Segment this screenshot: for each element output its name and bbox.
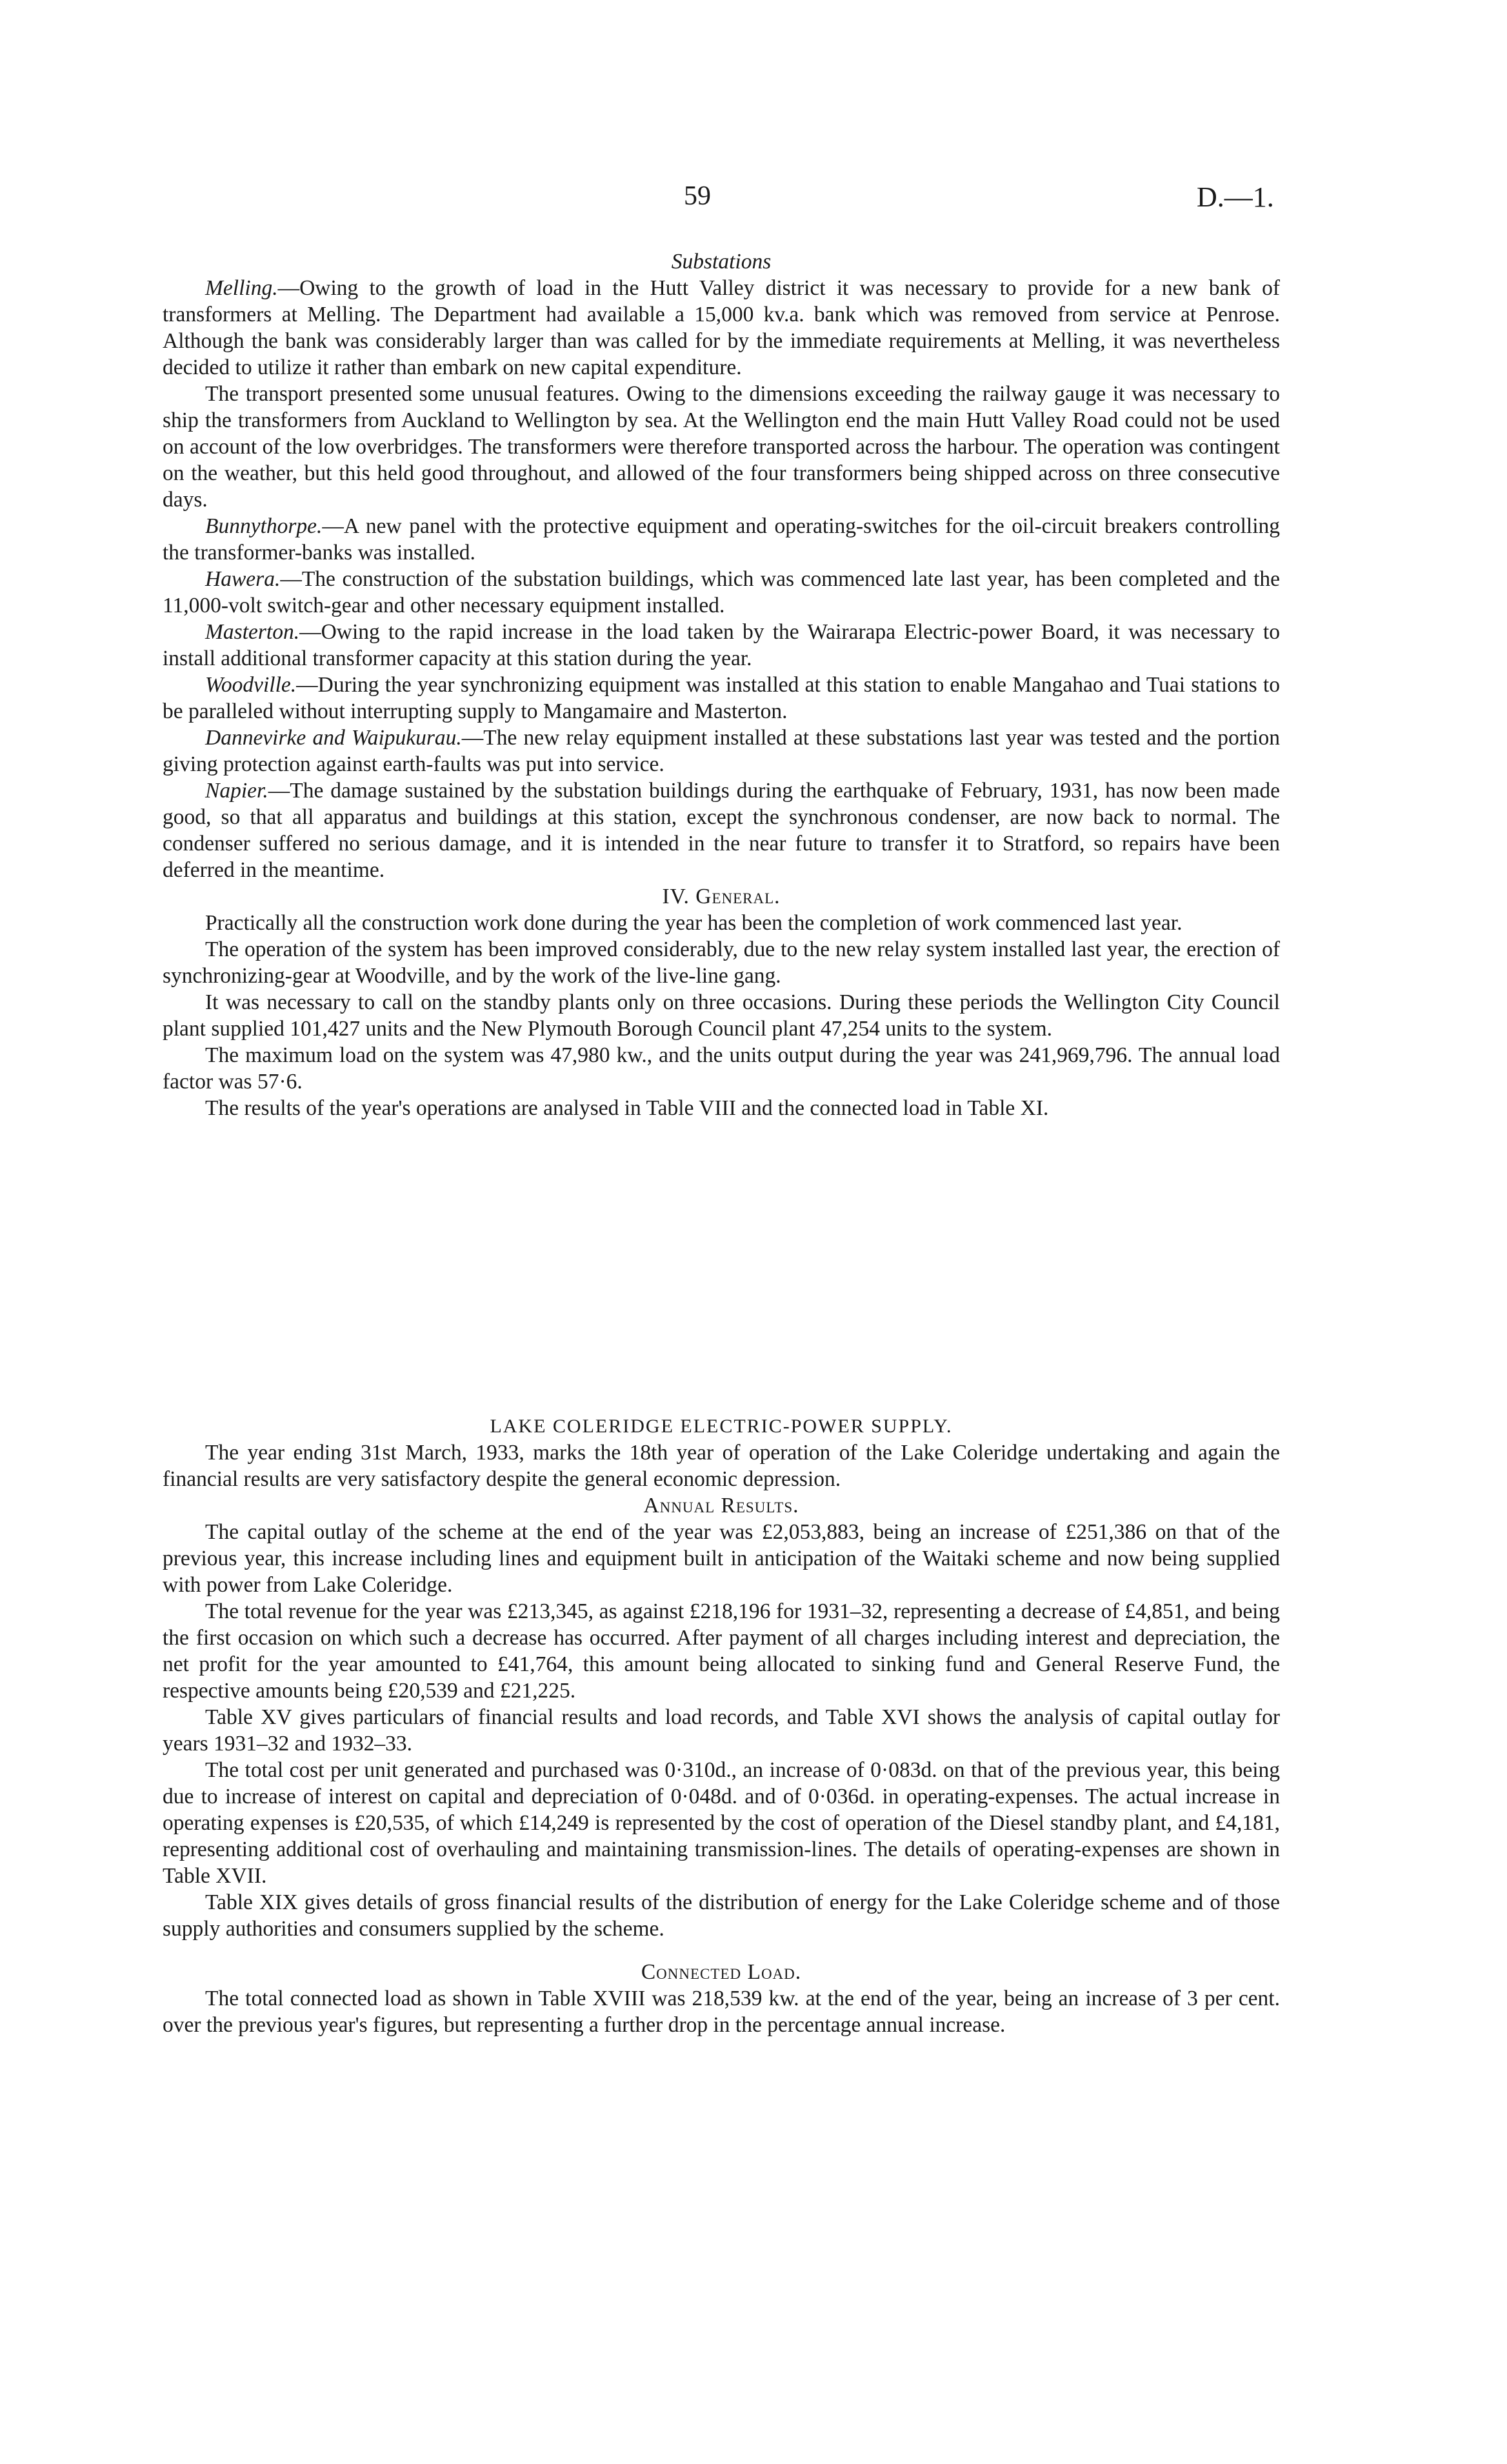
paragraph-general-4: The maximum load on the system was 47,980 kw., and the units output during the year was 241,969,796. The annual load factor was 57·6. xyxy=(163,1043,1280,1094)
paragraph-annual-3: Table XV gives particulars of financial results and load records, and Table XVI shows the analysis of capital outlay for years 1931–32 and 1932–33. xyxy=(163,1705,1280,1756)
paragraph-lead: Masterton. xyxy=(205,620,300,644)
lake-coleridge-heading: LAKE COLERIDGE ELECTRIC-POWER SUPPLY. xyxy=(490,1416,953,1437)
paragraph-napier xyxy=(163,777,1280,883)
paragraph-text: —The construction of the substation buildings, which was commenced late last year, has been completed and the 11,000-volt switch-gear and other necessary equipment installed. xyxy=(163,567,1280,617)
paragraph-text: —The damage sustained by the substation buildings during the earthquake of February, 1931, has now been made good, so that all apparatus and buildings at this station, except the synchronous condenser, are now back to normal. The condenser suffered no serious damage, and it is intended in the near future to transfer it to Stratford, so repairs have been deferred in the meantime. xyxy=(163,779,1280,882)
paragraph-bunnythorpe xyxy=(163,513,1280,566)
paragraph-text: —Owing to the growth of load in the Hutt Valley district it was necessary to provide for a new bank of transformers at Melling. The Department had available a 15,000 kv.a. bank which was removed from service at Penrose. Although the bank was considerably larger than was called for by the immediate requirements at Melling, it was nevertheless decided to utilize it rather than embark on new capital expenditure. xyxy=(163,276,1280,379)
paragraph-text: —During the year synchronizing equipment was installed at this station to enable Mangahao and Tuai stations to be paralleled without interrupting supply to Mangamaire and Masterton. xyxy=(163,673,1280,723)
page-header xyxy=(0,181,1507,219)
paragraph-transport xyxy=(163,381,1280,513)
paragraph-masterton xyxy=(163,619,1280,672)
paragraph-connected-load: The total connected load as shown in Table XVIII was 218,539 kw. at the end of the year, being an increase of 3 per cent. over the previous year's figures, but representing a further drop in the percentage annual increase. xyxy=(163,1987,1280,2037)
paragraph-text: —Owing to the rapid increase in the load taken by the Wairarapa Electric-power Board, it was necessary to install additional transformer capacity at this station during the year. xyxy=(163,620,1280,670)
paragraph-lead: Napier. xyxy=(205,779,268,803)
paragraph-hawera xyxy=(163,566,1280,619)
document-reference: D.—1. xyxy=(1197,181,1274,213)
paragraph-dannevirke xyxy=(163,725,1280,777)
paragraph-lead: Bunnythorpe. xyxy=(205,514,323,538)
paragraph-lake-intro: The year ending 31st March, 1933, marks the 18th year of operation of the Lake Coleridge undertaking and again the financial results are very satisfactory despite the general economic depression. xyxy=(163,1441,1280,1491)
main-column-upper xyxy=(163,248,1280,1121)
paragraph-melling xyxy=(163,275,1280,381)
paragraph-general-1: Practically all the construction work done during the year has been the completion of work commenced last year. xyxy=(205,911,1183,935)
main-column-lower xyxy=(163,1413,1280,2038)
connected-load-heading: Connected Load. xyxy=(641,1960,802,1984)
paragraph-text: —A new panel with the protective equipment and operating-switches for the oil-circuit breakers controlling the transformer-banks was installed. xyxy=(163,514,1280,565)
paragraph-woodville xyxy=(163,672,1280,725)
paragraph-text: —The new relay equipment installed at these substations last year was tested and the portion giving protection against earth-faults was put into service. xyxy=(163,726,1280,776)
paragraph-annual-5: Table XIX gives details of gross financial results of the distribution of energy for the Lake Coleridge scheme and of those supply authorities and consumers supplied by the scheme. xyxy=(163,1890,1280,1941)
paragraph-general-2: The operation of the system has been improved considerably, due to the new relay system installed last year, the erection of synchronizing-gear at Woodville, and by the work of the live-line gang. xyxy=(163,937,1280,988)
paragraph-lead: Hawera. xyxy=(205,567,281,591)
paragraph-annual-4: The total cost per unit generated and purchased was 0·310d., an increase of 0·083d. on that of the previous year, this being due to increase of interest on capital and depreciation of 0·048d. and of 0·036d. in operating-expenses. The actual increase in operating expenses is £20,535, of which £14,249 is represented by the cost of operation of the Diesel standby plant, and £4,181, representing additional cost of overhauling and maintaining transmission-lines. The details of operating-expenses are shown in Table XVII. xyxy=(163,1758,1280,1888)
page-number: 59 xyxy=(684,181,711,211)
paragraph-lead: Melling. xyxy=(205,276,278,300)
general-heading: IV. General. xyxy=(662,885,781,908)
paragraph-general-5: The results of the year's operations are analysed in Table VIII and the connected load in Table XI. xyxy=(205,1096,1049,1120)
paragraph-text: The transport presented some unusual features. Owing to the dimensions exceeding the railway gauge it was necessary to ship the transformers from Auckland to Wellington by sea. At the Wellington end the main Hutt Valley Road could not be used on account of the low overbridges. The transformers were therefore transported across the harbour. The operation was contingent on the weather, but this held good throughout, and allowed of the four transformers being shipped across on three consecutive days. xyxy=(163,382,1280,512)
paragraph-general-3: It was necessary to call on the standby plants only on three occasions. During these periods the Wellington City Council plant supplied 101,427 units and the New Plymouth Borough Council plant 47,254 units to the system. xyxy=(163,990,1280,1041)
paragraph-lead: Dannevirke and Waipukurau. xyxy=(205,726,462,750)
paragraph-lead: Woodville. xyxy=(205,673,297,697)
paragraph-annual-2: The total revenue for the year was £213,345, as against £218,196 for 1931–32, representing a decrease of £4,851, and being the first occasion on which such a decrease has occurred. After payment of all charges including interest and depreciation, the net profit for the year amounted to £41,764, this amount being allocated to sinking fund and General Reserve Fund, the respective amounts being £20,539 and £21,225. xyxy=(163,1599,1280,1703)
paragraph-annual-1: The capital outlay of the scheme at the end of the year was £2,053,883, being an increase of £251,386 on that of the previous year, this increase including lines and equipment built in anticipation of the Waitaki scheme and now being supplied with power from Lake Coleridge. xyxy=(163,1520,1280,1597)
substations-heading: Substations xyxy=(671,250,772,274)
annual-results-heading: Annual Results. xyxy=(643,1494,799,1517)
